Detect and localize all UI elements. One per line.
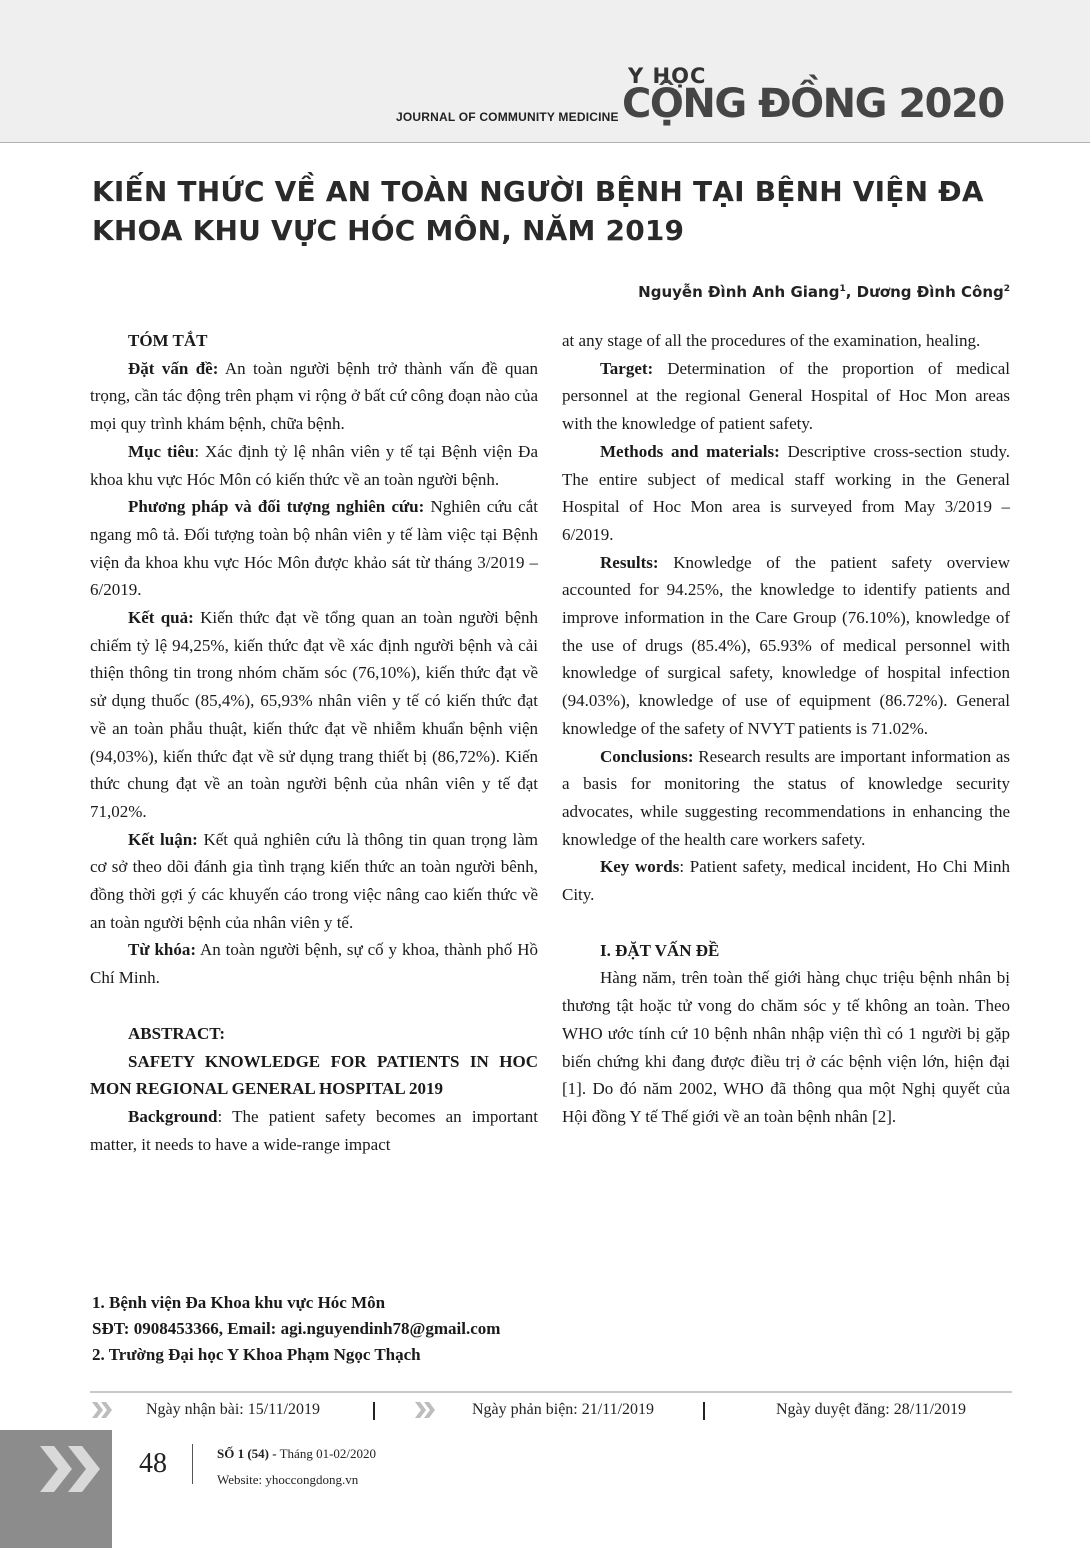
label-background-en: Background [128,1106,218,1126]
text-conclusions-en: Research results are important information as a basis for monitoring the status of knowledge security advocates, while suggesting recommendations in enhancing the knowledge of the health care workers safety. [562,746,1010,849]
journal-english-name: JOURNAL OF COMMUNITY MEDICINE [396,110,619,124]
author-1-affil: 1 [839,284,846,294]
double-chevron-icon [40,1446,106,1492]
double-chevron-icon [92,1402,114,1418]
abstract-methods [562,438,1010,549]
author-2-affil: 2 [1003,284,1010,294]
date-separator [703,1402,705,1420]
label-background-vi: Đặt vấn đề: [128,358,219,378]
date-separator [373,1402,375,1420]
abstract-target [562,355,1010,438]
author-1: Nguyễn Đình Anh Giang [638,283,840,301]
affiliations [92,1290,500,1368]
label-results-vi: Kết quả: [128,608,194,628]
label-objective-vi: Mục tiêu [128,441,195,461]
date-received: Ngày nhận bài: 15/11/2019 [146,1401,321,1418]
text-methods-vi: Nghiên cứu cắt ngang mô tả. Đối tượng toàn bộ nhân viên y tế làm việc tại Bệnh viện đa khoa khu vực Hóc Môn được khảo sát từ tháng 3/2019 – 6/2019. [90,497,538,600]
label-target: Target: [600,358,654,378]
label-methods-vi: Phương pháp và đối tượng nghiên cứu: [128,497,425,517]
page-number: 48 [139,1448,167,1479]
abstract-background-continued: at any stage of all the procedures of the examination, healing. [562,331,981,350]
summary-heading: TÓM TẮT [128,331,208,350]
section-heading-introduction: I. ĐẶT VẤN ĐỀ [600,940,720,960]
text-results-vi: Kiến thức đạt về tổng quan an toàn người bệnh chiếm tỷ lệ 94,25%, kiến thức đạt về xác định người bệnh và cải thiện thông tin trong nhóm chăm sóc (76,10%), kiến thức đạt về sử dụng thuốc (85,4%), 65,93% nhân viên y tế có kiến thức đạt về an toàn phẫu thuật, kiến thức đạt về nhiễm khuẩn bệnh viện (94,03%), kiến thức đạt về sử dụng trang thiết bị (86,72%). Kiến thức chung đạt về an toàn người bệnh của nhân viên y tế đạt 71,02%. [90,608,538,821]
text-keywords-vi: An toàn người bệnh, sự cố y khoa, thành phố Hồ Chí Minh. [90,940,538,988]
label-conclusion-vi: Kết luận: [128,829,198,849]
summary-conclusion [90,826,538,937]
text-conclusion-vi: Kết quả nghiên cứu là thông tin quan trọng làm cơ sở theo dõi đánh gia tình trạng kiến thức an toàn người bênh, đồng thời gợi ý các khuyến cáo trong việc nâng cao kiến thức về an toàn người bệnh của nhân viên y tế. [90,829,538,932]
summary-methods [90,493,538,604]
summary-background [90,355,538,438]
abstract-keywords [562,853,1010,908]
footer-divider [192,1444,193,1484]
journal-logo-main: CỘNG ĐỒNG 2020 [622,81,1004,127]
text-target: Determination of the proportion of medical personnel at the regional General Hospital of Hoc Mon areas with the knowledge of patient safety. [562,358,1010,434]
affiliation-1: 1. Bệnh viện Đa Khoa khu vực Hóc Môn [92,1293,386,1312]
summary-keywords [90,936,538,991]
abstract-heading: ABSTRACT: [128,1023,225,1043]
affiliation-2: 2. Trường Đại học Y Khoa Phạm Ngọc Thạch [92,1345,421,1364]
double-chevron-icon [415,1402,437,1418]
abstract-results [562,549,1010,743]
issue-number: SỐ 1 (54) - [217,1446,277,1461]
text-objective-vi: : Xác định tỷ lệ nhân viên y tế tại Bệnh viện Đa khoa khu vực Hóc Môn có kiến thức về an toàn người bệnh. [90,441,539,489]
label-conclusions-en: Conclusions: [600,746,694,766]
label-keywords-en: Key words [600,857,680,877]
abstract-title: SAFETY KNOWLEDGE FOR PATIENTS IN HOC MON REGIONAL GENERAL HOSPITAL 2019 [90,1051,538,1099]
contact-line: SĐT: 0908453366, Email: agi.nguyendinh78@gmail.com [92,1319,501,1338]
author-2: Dương Đình Công [856,283,1004,301]
text-background-vi: An toàn người bệnh trở thành vấn đề quan trọng, cần tác động trên phạm vi rộng ở bất cứ công đoạn nào của mọi quy trình khám bệnh, chữa bệnh. [90,358,538,434]
text-keywords-en: : Patient safety, medical incident, Ho Chi Minh City. [562,857,1010,905]
dates-divider [90,1391,1012,1393]
introduction-paragraph: Hàng năm, trên toàn thế giới hàng chục triệu bệnh nhân bị thương tật hoặc tử vong do chăm sóc y tế không an toàn. Theo WHO ước tính cứ 10 bệnh nhân nhập viện thì có 1 người bị gặp biến chứng khi đang được điều trị ở các bệnh viện lớn, hiện đại [1]. Do đó năm 2002, WHO đã thông qua một Nghị quyết của Hội đồng Y tế Thế giới về an toàn bệnh nhân [2]. [562,968,1010,1126]
author-line [638,283,1010,301]
label-keywords-vi: Từ khóa: [128,940,197,960]
website-url: Website: yhoccongdong.vn [217,1472,359,1487]
date-approved: Ngày duyệt đăng: 28/11/2019 [776,1401,967,1418]
right-column [562,327,1010,1131]
text-results-en: Knowledge of the patient safety overview accounted for 94.25%, the knowledge to identify patients and improve information in the Care Group (76.10%), knowledge of the use of drugs (85.4%), 65.93% of medical personnel with knowledge of surgical safety, knowledge of hospital infection (94.03%), knowledge of use of equipment (86.72%). General knowledge of the safety of NVYT patients is 71.02%. [562,552,1010,738]
issue-info [217,1446,376,1462]
summary-objective [90,438,538,493]
abstract-conclusions [562,743,1010,854]
label-results-en: Results: [600,552,659,572]
journal-logo-top: Y HỌC [628,64,707,88]
summary-results [90,604,538,826]
label-methods-en: Methods and materials: [600,441,780,461]
left-column [90,327,538,1158]
text-background-en: : The patient safety becomes an important matter, it needs to have a wide-range impact [90,1106,538,1154]
date-reviewed: Ngày phản biện: 21/11/2019 [472,1401,655,1418]
author-separator: , [845,283,857,301]
text-methods-en: Descriptive cross-section study. The entire subject of medical staff working in the General Hospital of Hoc Mon area is surveyed from May 3/2019 – 6/2019. [562,441,1010,544]
issue-date: Tháng 01-02/2020 [276,1446,377,1461]
article-title: KIẾN THỨC VỀ AN TOÀN NGƯỜI BỆNH TẠI BỆNH VIỆN ĐA KHOA KHU VỰC HÓC MÔN, NĂM 2019 [92,175,984,247]
abstract-background [90,1103,538,1158]
